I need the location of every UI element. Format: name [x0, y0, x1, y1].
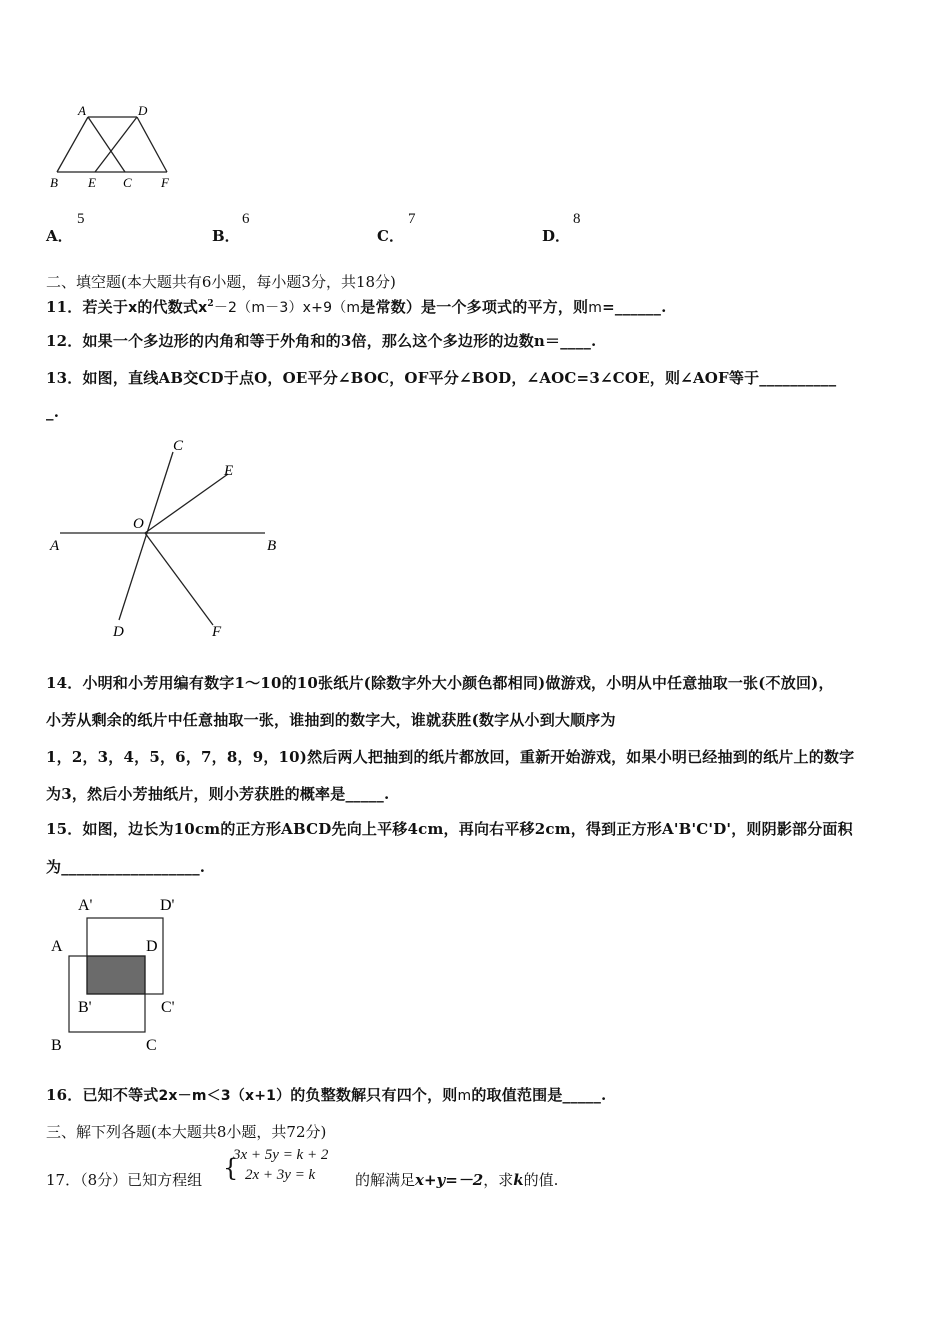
question-13-line2: _. [46, 403, 60, 421]
q11-exponent: 2 [207, 299, 214, 309]
question-11 [46, 296, 667, 317]
question-13-line1: 13．如图，直线AB交CD于点O，OE平分∠BOC，OF平分∠BOD，∠AOC=3∠COE，则∠AOF等于__________ [46, 369, 837, 387]
q11-x: x [128, 300, 138, 316]
fig1-label-E: E [88, 175, 96, 190]
fig3-label-D-prime: D' [160, 897, 175, 914]
figure-translated-squares [45, 890, 195, 1060]
q16-inequality: 2x－m＜3（x+1） [158, 1088, 291, 1104]
fig1-label-A: A [78, 103, 86, 118]
q11-expr-rest: －2（m－3）x+9（ [213, 300, 347, 316]
option-a-letter: A． [46, 227, 73, 245]
option-a-value: 5 [77, 211, 85, 227]
option-b-value: 6 [242, 211, 250, 227]
q16-mid: 的负整数解只有四个，则 [290, 1086, 458, 1104]
fig2-label-D: D [113, 624, 124, 640]
fig3-label-B: B [51, 1037, 62, 1054]
q11-expr-x: x [198, 300, 208, 316]
q17-condition: x+y=－2 [415, 1171, 484, 1189]
fig2-label-O: O [133, 516, 144, 532]
q16-pre: 16．已知不等式 [46, 1086, 159, 1104]
q17-brace: { [223, 1154, 239, 1182]
figure-intersecting-lines [45, 430, 285, 645]
fig1-label-B: B [50, 175, 58, 190]
fig3-label-A: A [51, 938, 63, 955]
q17-post3: 的值. [523, 1171, 559, 1189]
fig3-label-C-prime: C' [161, 999, 175, 1016]
option-c-value: 7 [408, 211, 416, 227]
q11-m: m [346, 300, 361, 316]
question-14-line4: 为3，然后小芳抽纸片，则小芳获胜的概率是_____. [46, 785, 390, 803]
q17-equation-2: 2x + 3y = k [245, 1167, 316, 1183]
fig2-label-B: B [267, 538, 277, 554]
fig3-label-A-prime: A' [78, 897, 93, 914]
question-15-line1: 15．如图，边长为10cm的正方形ABCD先向上平移4cm，再向右平移2cm，得到正方形A'B'C'D'，则阴影部分面积 [46, 820, 853, 838]
fig1-label-D: D [138, 103, 148, 118]
q17-k: k [513, 1171, 524, 1189]
fig2-label-E: E [224, 463, 234, 479]
fig1-label-C: C [123, 175, 132, 190]
option-d-value: 8 [573, 211, 581, 227]
q17-post2: ，求 [483, 1171, 514, 1189]
q16-tail: 的取值范围是_____. [471, 1086, 607, 1104]
question-14-line3: 1，2，3，4，5，6，7，8，9，10)然后两人把抽到的纸片都放回，重新开始游戏，如果小明已经抽到的纸片上的数字 [46, 748, 855, 766]
question-14-line2: 小芳从剩余的纸片中任意抽取一张，谁抽到的数字大，谁就获胜(数字从小到大顺序为 [46, 711, 616, 729]
fig3-label-D: D [146, 938, 158, 955]
section-2-heading: 二、填空题(本大题共有6小题，每小题3分，共18分) [46, 273, 396, 291]
fig1-label-F: F [161, 175, 169, 190]
q17-post1: 的解满足 [355, 1171, 416, 1189]
q11-mid: 的代数式 [137, 298, 199, 316]
option-b-letter: B． [212, 227, 240, 245]
q11-pre: 11．若关于 [46, 298, 129, 316]
question-14-line1: 14．小明和小芳用编有数字1～10的10张纸片(除数字外大小颜色都相同)做游戏，小明从中任意抽取一张(不放回)， [46, 674, 834, 692]
shaded-overlap-region [87, 956, 145, 994]
option-c-letter: C． [377, 227, 404, 245]
fig2-label-C: C [173, 438, 184, 454]
fig3-label-B-prime: B' [78, 999, 92, 1016]
figure-parallelograms [45, 100, 185, 192]
section-3-heading: 三、解下列各题(本大题共8小题，共72分) [46, 1123, 327, 1141]
question-16 [46, 1084, 606, 1105]
q17-pre: 17．（8分）已知方程组 [46, 1171, 203, 1189]
fig2-label-F: F [212, 624, 222, 640]
q11-tail2: =______. [602, 298, 667, 316]
q11-m2: m [588, 300, 603, 316]
fig2-label-A: A [50, 538, 60, 554]
q17-post [355, 1169, 558, 1190]
fig3-label-C: C [146, 1037, 157, 1054]
option-d-letter: D． [542, 227, 571, 245]
question-12: 12．如果一个多边形的内角和等于外角和的3倍，那么这个多边形的边数n＝____. [46, 332, 597, 350]
q16-m: m [457, 1088, 472, 1104]
q11-tail1: 是常数）是一个多项式的平方，则 [360, 298, 589, 316]
question-15-line2: 为__________________. [46, 858, 206, 876]
q17-equation-1: 3x + 5y = k + 2 [233, 1147, 329, 1163]
